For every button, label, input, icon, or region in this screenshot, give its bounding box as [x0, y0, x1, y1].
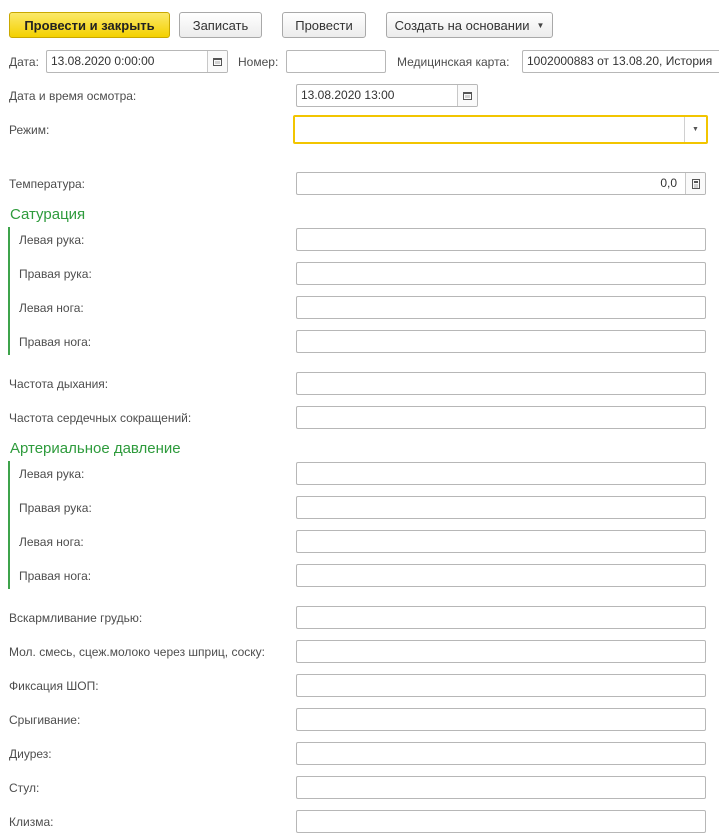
- blood-pressure-group-bar: [8, 461, 10, 589]
- saturation-right-arm-label: Правая рука:: [19, 267, 92, 281]
- blood-pressure-title: Артериальное давление: [10, 440, 181, 457]
- post-label: Провести: [295, 17, 353, 33]
- bp-right-arm-label: Правая рука:: [19, 501, 92, 515]
- saturation-right-leg-field[interactable]: [296, 330, 706, 353]
- bp-right-arm-field[interactable]: [296, 496, 706, 519]
- create-based-on-button[interactable]: [386, 12, 553, 38]
- medical-card-value: 1002000883 от 13.08.20, История: [527, 54, 713, 68]
- temperature-label: Температура:: [9, 177, 86, 191]
- regurgitation-field[interactable]: [296, 708, 706, 731]
- exam-datetime-label: Дата и время осмотра:: [9, 89, 137, 103]
- bp-left-arm-label: Левая рука:: [19, 467, 85, 481]
- calendar-icon: [463, 92, 472, 100]
- temperature-field[interactable]: [296, 172, 706, 195]
- post-and-close-button[interactable]: [9, 12, 170, 38]
- medical-card-field[interactable]: [522, 50, 719, 73]
- saturation-right-arm-field[interactable]: [296, 262, 706, 285]
- resp-rate-field[interactable]: [296, 372, 706, 395]
- calculator-button[interactable]: [685, 173, 705, 194]
- bp-left-leg-field[interactable]: [296, 530, 706, 553]
- calendar-icon: [213, 58, 222, 66]
- chevron-down-icon: ▼: [692, 126, 699, 133]
- saturation-left-arm-field[interactable]: [296, 228, 706, 251]
- saturation-title: Сатурация: [10, 206, 86, 223]
- exam-calendar-button[interactable]: [457, 85, 477, 106]
- resp-rate-label: Частота дыхания:: [9, 377, 109, 391]
- date-field[interactable]: [46, 50, 228, 73]
- exam-datetime-value: 13.08.2020 13:00: [301, 88, 395, 102]
- save-label: Записать: [192, 17, 249, 33]
- fixation-label: Фиксация ШОП:: [9, 679, 99, 693]
- mode-label: Режим:: [9, 123, 50, 137]
- stool-field[interactable]: [296, 776, 706, 799]
- bp-left-arm-field[interactable]: [296, 462, 706, 485]
- bp-right-leg-field[interactable]: [296, 564, 706, 587]
- heart-rate-label: Частота сердечных сокращений:: [9, 411, 192, 425]
- temperature-value: 0,0: [660, 176, 677, 190]
- save-button[interactable]: [179, 12, 262, 38]
- heart-rate-field[interactable]: [296, 406, 706, 429]
- diuresis-field[interactable]: [296, 742, 706, 765]
- bp-right-leg-label: Правая нога:: [19, 569, 92, 583]
- date-value: 13.08.2020 0:00:00: [51, 54, 155, 68]
- exam-datetime-field[interactable]: [296, 84, 478, 107]
- mode-select[interactable]: [293, 115, 708, 144]
- create-based-on-label: Создать на основании: [394, 17, 530, 33]
- medical-card-label: Медицинская карта:: [397, 55, 510, 69]
- saturation-left-arm-label: Левая рука:: [19, 233, 85, 247]
- post-button[interactable]: [282, 12, 366, 38]
- breastfeeding-label: Вскармливание грудью:: [9, 611, 143, 625]
- saturation-left-leg-field[interactable]: [296, 296, 706, 319]
- enema-label: Клизма:: [9, 815, 54, 829]
- calculator-icon: [692, 179, 700, 189]
- mode-dropdown-button[interactable]: [684, 117, 706, 142]
- date-label: Дата:: [9, 55, 39, 69]
- formula-feeding-label: Мол. смесь, сцеж.молоко через шприц, соску:: [9, 645, 265, 659]
- calendar-button[interactable]: [207, 51, 227, 72]
- stool-label: Стул:: [9, 781, 40, 795]
- number-field[interactable]: [286, 50, 386, 73]
- saturation-group-bar: [8, 227, 10, 355]
- bp-left-leg-label: Левая нога:: [19, 535, 84, 549]
- diuresis-label: Диурез:: [9, 747, 52, 761]
- regurgitation-label: Срыгивание:: [9, 713, 81, 727]
- formula-feeding-field[interactable]: [296, 640, 706, 663]
- breastfeeding-field[interactable]: [296, 606, 706, 629]
- chevron-down-icon: ▼: [536, 20, 545, 30]
- saturation-left-leg-label: Левая нога:: [19, 301, 84, 315]
- number-label: Номер:: [238, 55, 279, 69]
- fixation-field[interactable]: [296, 674, 706, 697]
- enema-field[interactable]: [296, 810, 706, 833]
- saturation-right-leg-label: Правая нога:: [19, 335, 92, 349]
- post-and-close-label: Провести и закрыть: [24, 17, 155, 33]
